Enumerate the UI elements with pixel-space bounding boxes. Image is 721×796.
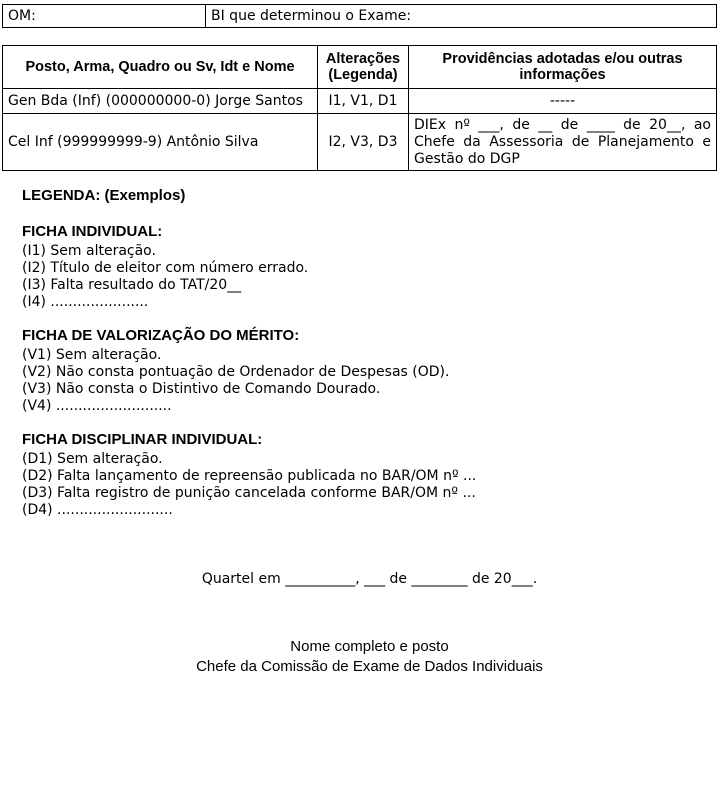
legend-section xyxy=(22,186,682,534)
column-header-name: Posto, Arma, Quadro ou Sv, Idt e Nome xyxy=(3,46,318,89)
legend-item: (I4) ...................... xyxy=(22,294,149,310)
cell-name: Gen Bda (Inf) (000000000-0) Jorge Santos xyxy=(3,89,318,114)
legend-item: (V3) Não consta o Distintivo de Comando Dourado. xyxy=(22,381,381,397)
legend-group-individual xyxy=(22,222,682,311)
signature-block xyxy=(0,637,721,677)
legend-title: LEGENDA: (Exemplos) xyxy=(22,187,186,204)
legend-item: (I3) Falta resultado do TAT/20__ xyxy=(22,277,242,293)
column-header-actions: Providências adotadas e/ou outras informações xyxy=(409,46,717,89)
bi-field: BI que determinou o Exame: xyxy=(206,5,717,28)
legend-item: (D2) Falta lançamento de repreensão publicada no BAR/OM nº ... xyxy=(22,468,477,484)
cell-changes: I1, V1, D1 xyxy=(318,89,409,114)
legend-item: (I2) Título de eleitor com número errado. xyxy=(22,260,309,276)
legend-group-title: FICHA INDIVIDUAL: xyxy=(22,223,163,240)
legend-item: (V2) Não consta pontuação de Ordenador de Despesas (OD). xyxy=(22,364,450,380)
legend-group-title: FICHA DISCIPLINAR INDIVIDUAL: xyxy=(22,431,263,448)
legend-item: (V4) .......................... xyxy=(22,398,172,414)
om-field: OM: xyxy=(3,5,206,28)
column-header-changes: Alterações (Legenda) xyxy=(318,46,409,89)
legend-group-disciplinary xyxy=(22,430,682,519)
header-table xyxy=(2,4,717,28)
table-row xyxy=(3,114,717,171)
legend-group-title: FICHA DE VALORIZAÇÃO DO MÉRITO: xyxy=(22,327,300,344)
cell-actions: ----- xyxy=(409,89,717,114)
legend-item: (V1) Sem alteração. xyxy=(22,347,162,363)
cell-actions: DIEx nº ___, de __ de ____ de 20__, ao Chefe da Assessoria de Planejamento e Gestão do DGP xyxy=(409,114,717,171)
cell-changes: I2, V3, D3 xyxy=(318,114,409,171)
table-row xyxy=(3,89,717,114)
legend-item: (D3) Falta registro de punição cancelada conforme BAR/OM nº ... xyxy=(22,485,476,501)
legend-item: (D4) .......................... xyxy=(22,502,173,518)
cell-name: Cel Inf (999999999-9) Antônio Silva xyxy=(3,114,318,171)
place-date-line: Quartel em __________, ___ de ________ de 20___. xyxy=(201,571,538,587)
signature-role: Chefe da Comissão de Exame de Dados Individuais xyxy=(196,658,543,675)
exam-table xyxy=(2,45,717,171)
legend-group-merit xyxy=(22,326,682,415)
signature-name: Nome completo e posto xyxy=(290,638,449,655)
legend-item: (D1) Sem alteração. xyxy=(22,451,163,467)
legend-item: (I1) Sem alteração. xyxy=(22,243,156,259)
table-header-row xyxy=(3,46,717,89)
